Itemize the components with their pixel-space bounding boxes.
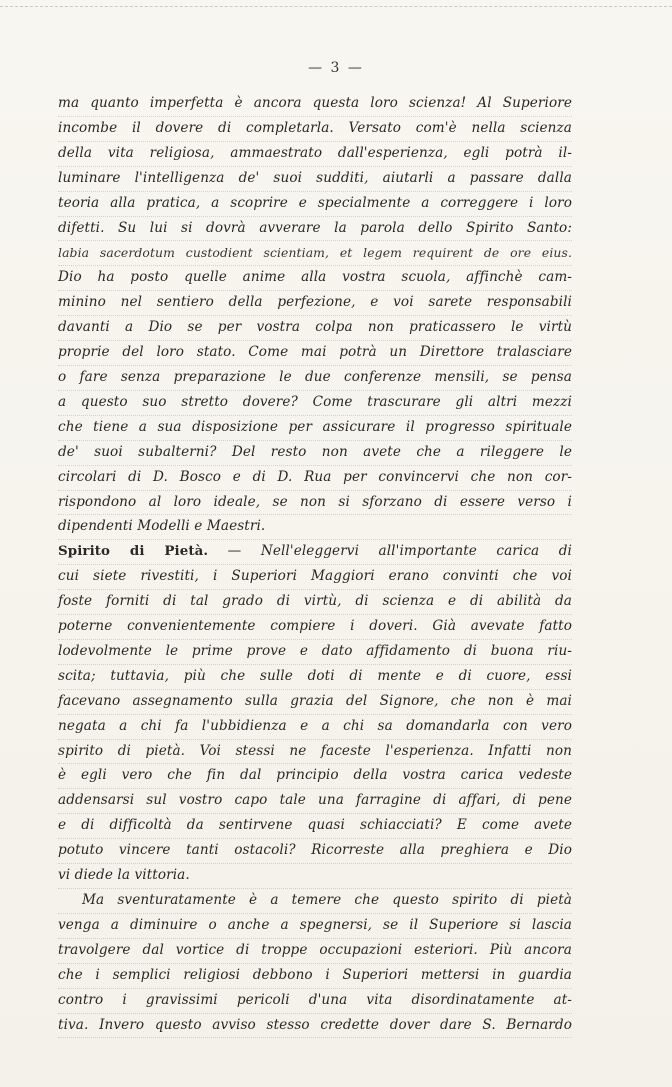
text-line: venga a diminuire o anche a spegnersi, se il Superiore si lascia [58, 914, 572, 939]
text-line: è egli vero che fin dal principio della vostra carica vedeste [58, 764, 572, 789]
latin-quote: labia sacerdotum custodient scientiam, et legem requirent de ore eius. [58, 241, 572, 266]
text-line: tiva. Invero questo avviso stesso credette dover dare S. Bernardo [58, 1014, 572, 1039]
text-line: contro i gravissimi pericoli d'una vita disordinatamente at- [58, 989, 572, 1014]
text-line: Ma sventuratamente è a temere che questo spirito di pietà [58, 889, 572, 914]
text-line: o fare senza preparazione le due conferenze mensili, se pensa [58, 366, 572, 391]
text-line: della vita religiosa, ammaestrato dall'esperienza, egli potrà il- [58, 142, 572, 167]
page-number: — 3 — [308, 60, 364, 76]
text-line-rest: Nell'eleggervi all'importante carica di [260, 543, 572, 560]
text-line: potuto vincere tanti ostacoli? Ricorreste alla preghiera e Dio [58, 839, 572, 864]
text-line: cui siete rivestiti, i Superiori Maggiori erano convinti che voi [58, 565, 572, 590]
text-line: lodevolmente le prime prove e dato affidamento di buona riu- [58, 640, 572, 665]
body-text [58, 92, 572, 1038]
text-line: dipendenti Modelli e Maestri. [58, 515, 572, 540]
text-line: proprie del loro stato. Come mai potrà un Direttore tralasciare [58, 341, 572, 366]
text-line: vi diede la vittoria. [58, 864, 572, 889]
text-line: rispondono al loro ideale, se non si sforzano di essere verso i [58, 491, 572, 516]
text-line: de' suoi subalterni? Del resto non avete che a rileggere le [58, 441, 572, 466]
text-line: che tiene a sua disposizione per assicurare il progresso spirituale [58, 416, 572, 441]
section-heading: Spirito di Pietà. [58, 543, 209, 560]
text-line: minino nel sentiero della perfezione, e voi sarete responsabili [58, 291, 572, 316]
text-line: ma quanto imperfetta è ancora questa loro scienza! Al Superiore [58, 92, 572, 117]
text-line: Dio ha posto quelle anime alla vostra scuola, affinchè cam- [58, 266, 572, 291]
text-line: incombe il dovere di completarla. Versato com'è nella scienza [58, 117, 572, 142]
text-line: addensarsi sul vostro capo tale una farragine di affari, di pene [58, 789, 572, 814]
text-line: davanti a Dio se per vostra colpa non praticassero le virtù [58, 316, 572, 341]
text-line: e di difficoltà da sentirvene quasi schiacciati? E come avete [58, 814, 572, 839]
section-heading-line [58, 540, 572, 565]
text-line: circolari di D. Bosco e di D. Rua per convincervi che non cor- [58, 466, 572, 491]
text-line: luminare l'intelligenza de' suoi sudditi, aiutarli a passare dalla [58, 167, 572, 192]
text-line: a questo suo stretto dovere? Come trascurare gli altri mezzi [58, 391, 572, 416]
em-dash: — [227, 543, 242, 560]
text-line: poterne convenientemente compiere i doveri. Già avevate fatto [58, 615, 572, 640]
text-line: negata a chi fa l'ubbidienza e a chi sa domandarla con vero [58, 715, 572, 740]
text-line: teoria alla pratica, a scoprire e specialmente a correggere i loro [58, 192, 572, 217]
text-line: spirito di pietà. Voi stessi ne faceste l'esperienza. Infatti non [58, 740, 572, 765]
text-line: foste forniti di tal grado di virtù, di scienza e di abilità da [58, 590, 572, 615]
text-line: difetti. Su lui si dovrà avverare la parola dello Spirito Santo: [58, 217, 572, 242]
text-line: che i semplici religiosi debbono i Superiori mettersi in guardia [58, 964, 572, 989]
text-line: travolgere dal vortice di troppe occupazioni esteriori. Più ancora [58, 939, 572, 964]
text-line: facevano assegnamento sulla grazia del Signore, che non è mai [58, 690, 572, 715]
text-line: scita; tuttavia, più che sulle doti di mente e di cuore, essi [58, 665, 572, 690]
top-border [0, 6, 672, 7]
